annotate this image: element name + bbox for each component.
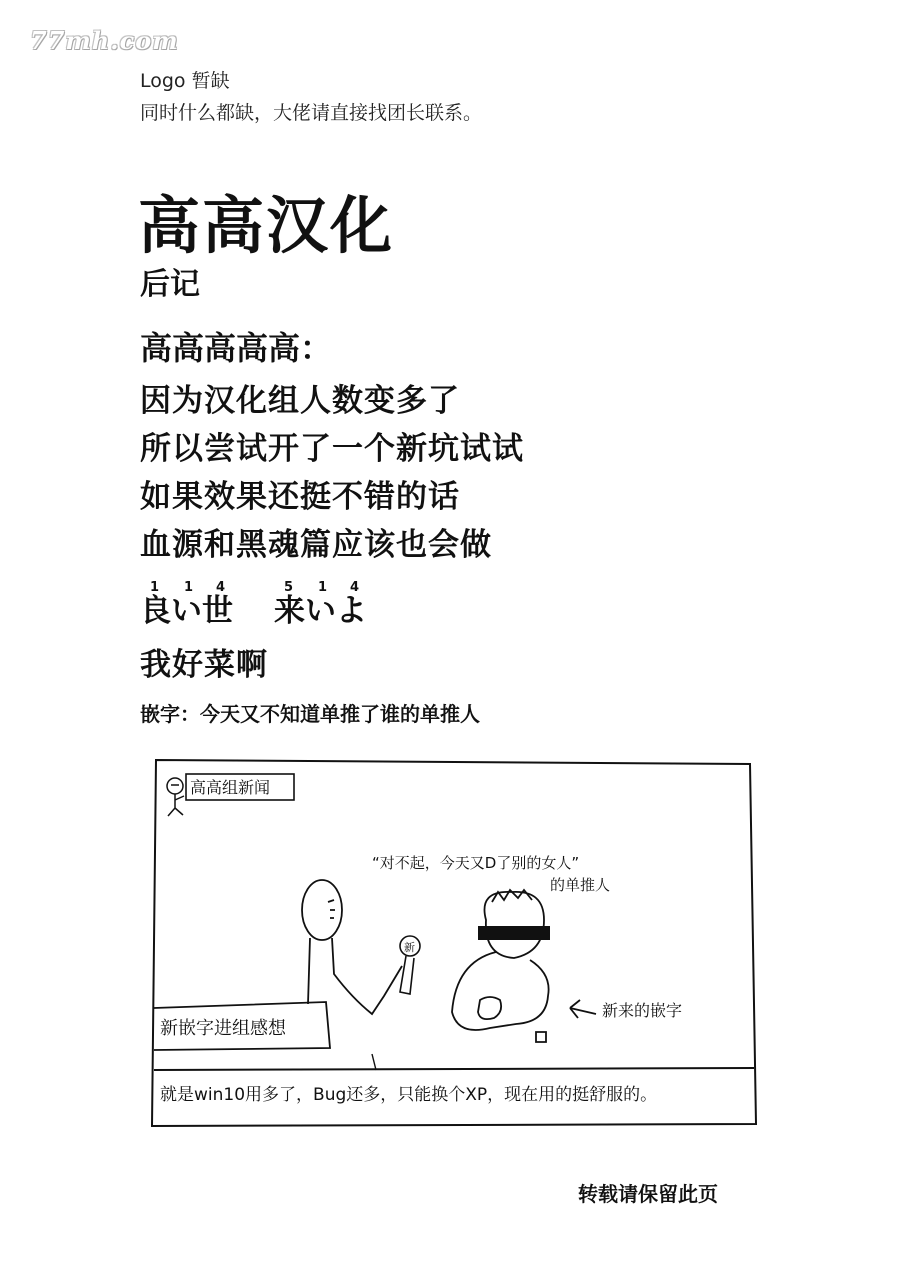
stick-figure-icon xyxy=(167,778,184,816)
comic-header-text: 高高组新闻 xyxy=(190,778,271,797)
afterword-line-6: 我好菜啊 xyxy=(140,647,268,683)
interviewee-figure xyxy=(452,890,549,1042)
ruby-number: 1 xyxy=(184,580,194,595)
ruby-number: 4 xyxy=(350,580,360,595)
afterword-line-4: 血源和黑魂篇应该也会做 xyxy=(140,527,492,563)
speech-text: “对不起，今天又D了别的女人” xyxy=(372,854,580,872)
comic-panel xyxy=(140,752,760,1138)
site-watermark: 77mh.com xyxy=(30,26,179,55)
typesetter-credit: 嵌字：今天又不知道单推了谁的单推人 xyxy=(140,702,480,726)
speaker-name: 高高高高高： xyxy=(140,329,333,367)
caption-divider xyxy=(154,1068,754,1070)
repost-notice: 转载请保留此页 xyxy=(578,1182,718,1206)
contact-note: 同时什么都缺，大佬请直接找团长联系。 xyxy=(140,102,483,124)
ruby-number: 5 xyxy=(284,580,294,595)
afterword-line-2: 所以尝试开了一个新坑试试 xyxy=(140,431,524,467)
mic-label: 新 xyxy=(404,941,415,954)
logo-missing-note: Logo 暂缺 xyxy=(140,70,230,92)
censor-bar xyxy=(478,926,550,940)
bottom-caption: 就是win10用多了，Bug还多，只能换个XP，现在用的挺舒服的。 xyxy=(160,1085,658,1105)
pun-word-1: 良い世 xyxy=(140,593,233,629)
arrow-label: 新来的嵌字 xyxy=(602,1001,683,1020)
panel-frame xyxy=(152,760,756,1126)
afterword-line-1: 因为汉化组人数变多了 xyxy=(140,383,460,419)
ruby-number: 1 xyxy=(318,580,328,595)
reporter-figure xyxy=(302,880,402,1014)
ruby-number: 1 xyxy=(150,580,160,595)
speech-text-2: 的单推人 xyxy=(550,876,611,894)
afterword-heading: 后记 xyxy=(140,267,200,302)
ruby-number: 4 xyxy=(216,580,226,595)
afterword-line-3: 如果效果还挺不错的话 xyxy=(140,479,460,515)
pun-word-2: 来いよ xyxy=(274,593,367,629)
caption-box-text: 新嵌字进组感想 xyxy=(160,1018,286,1039)
pointer-line xyxy=(372,1054,376,1070)
arrow-icon xyxy=(570,1000,596,1018)
group-title: 高高汉化 xyxy=(138,189,395,262)
